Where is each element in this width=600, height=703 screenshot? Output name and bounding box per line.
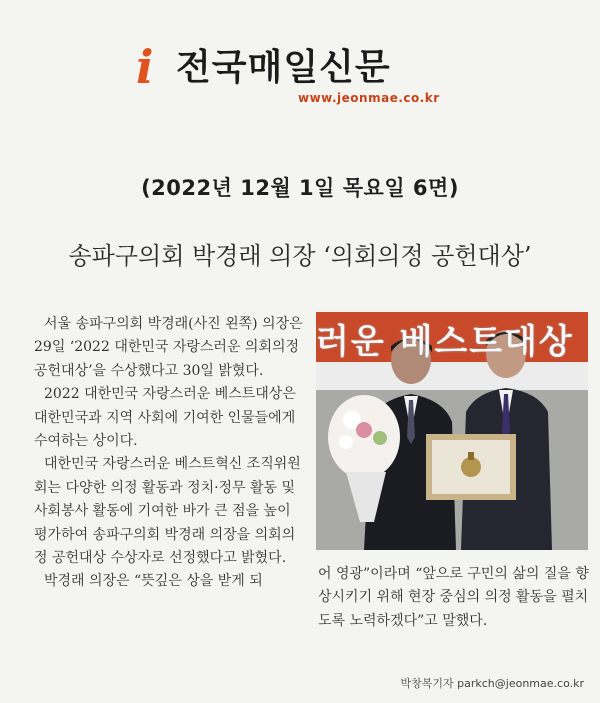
dateline: (2022년 12월 1일 목요일 6면) xyxy=(141,176,459,200)
paragraph: 박경래 의장은 “뜻깊은 상을 받게 되 xyxy=(44,573,263,590)
paragraph: 대한민국 자랑스러운 베스트혁신 조직위원회는 다양한 의정 활동과 정치·정무 활동 및 사회봉사 활동에 기여한 바가 큰 점을 높이 평가하여 송파구의회 박경래 의장을 의회의정 공헌대상 수상자로 선정했다고 밝혔다. xyxy=(34,456,301,567)
photo-banner-text: 러운 베스트대상 xyxy=(316,322,574,362)
logo-letter: i xyxy=(136,40,154,94)
paragraph: 서울 송파구의회 박경래(사진 왼쪽) 의장은 29일 ‘2022 대한민국 자랑스러운 의회의정 공헌대상’을 수상했다고 30일 밝혔다. xyxy=(34,316,303,379)
article-column-1 xyxy=(34,313,306,594)
masthead xyxy=(130,40,500,114)
newspaper-url: www.jeonmae.co.kr xyxy=(298,91,440,105)
paragraph: 어 영광”이라며 “앞으로 구민의 삶의 질을 향상시키기 위해 현장 중심의 의정 활동을 펼치도록 노력하겠다”고 말했다. xyxy=(318,566,589,629)
headline: 송파구의회 박경래 의장 ‘의회의정 공헌대상’ xyxy=(68,242,532,270)
newspaper-name: 전국매일신문 xyxy=(176,47,391,88)
award-ceremony-photo xyxy=(316,312,588,550)
article-column-2 xyxy=(318,563,598,633)
paragraph: 2022 대한민국 자랑스러운 베스트대상은 대한민국과 지역 사회에 기여한 인물들에게 수여하는 상이다. xyxy=(34,386,296,450)
byline: 박창복기자 parkch@jeonmae.co.kr xyxy=(400,677,584,690)
